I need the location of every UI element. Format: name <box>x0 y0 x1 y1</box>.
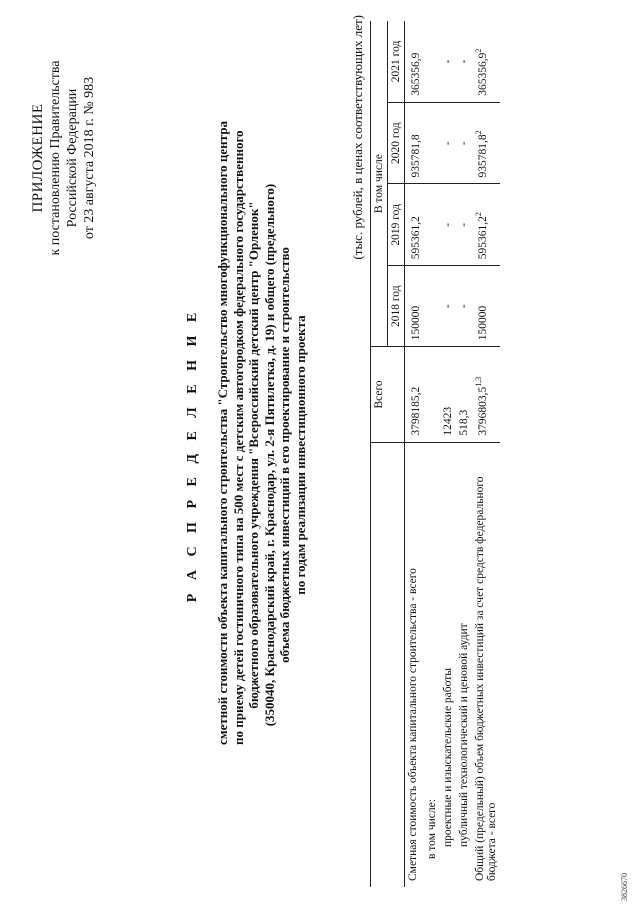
header-year: 2019 год <box>388 184 405 266</box>
row-year-value: - <box>440 102 456 184</box>
row-year-value <box>424 21 440 102</box>
row-year-value: - <box>456 184 472 266</box>
document-heading <box>185 121 308 745</box>
header-year: 2021 год <box>388 21 405 102</box>
header-name-cell <box>371 442 405 887</box>
row-year-value: 365356,9$^2$ <box>472 21 500 102</box>
row-year-value <box>424 184 440 266</box>
header-year: 2020 год <box>388 102 405 184</box>
row-year-value <box>424 266 440 347</box>
row-total <box>424 347 440 442</box>
row-name: Сметная стоимость объекта капитального строительства - всего <box>407 568 419 881</box>
row-year-value: 595361,2$^2$ <box>472 184 500 266</box>
appendix-line-3: от 23 августа 2018 г. № 983 <box>82 76 97 240</box>
row-year-value: 150000 <box>472 266 500 347</box>
header-total: Всего <box>371 347 405 442</box>
row-total: 3798185,2 <box>405 347 424 442</box>
table-row <box>405 21 424 887</box>
table-row <box>456 21 472 887</box>
row-year-value: - <box>440 266 456 347</box>
row-year-value: 150000 <box>405 266 424 347</box>
row-total: 518,3 <box>456 347 472 442</box>
row-year-value: 935781,8$^2$ <box>472 102 500 184</box>
document-code: 3826670 <box>620 873 629 901</box>
units-note: (тыс. рублей, в ценах соответствующих лет) <box>350 15 365 260</box>
table-row <box>440 21 456 887</box>
row-year-value: - <box>456 21 472 102</box>
appendix-block <box>30 23 98 293</box>
row-name: публичный технологический и ценовой аудит <box>457 623 470 847</box>
appendix-title: ПРИЛОЖЕНИЕ <box>30 103 46 213</box>
heading-line-3: бюджетного образовательного учреждения "Всероссийский детский центр "Орленок" <box>246 201 261 709</box>
row-name: проектные и изыскательские работы <box>441 668 454 847</box>
row-year-value: 595361,2 <box>405 184 424 266</box>
table-row <box>424 21 440 887</box>
row-total: 3796803,5$^{1,3}$ <box>472 347 500 442</box>
heading-title: Р А С П Р Е Д Е Л Е Н И Е <box>185 307 200 603</box>
row-year-value: - <box>456 102 472 184</box>
row-year-value: - <box>440 21 456 102</box>
heading-line-2: по приему детей гостиничного типа на 500 мест с детским автогородком федерального государственного <box>230 130 246 745</box>
heading-line-1: сметной стоимости объекта капитального строительства "Строительство многофункционального центра <box>215 121 230 745</box>
header-group: В том числе <box>371 21 388 347</box>
heading-line-6: по годам реализации инвестиционного проекта <box>292 315 308 595</box>
row-name: Общий (предельный) объем бюджетных инвестиций за счет средств федерального бюджета - всего <box>473 476 498 881</box>
heading-line-5: объема бюджетных инвестиций в его проектирование и строительство <box>277 247 292 663</box>
row-year-value <box>424 102 440 184</box>
row-name: в том числе: <box>425 799 438 859</box>
appendix-line-1: к постановлению Правительства <box>48 60 63 256</box>
row-total: 12423 <box>440 347 456 442</box>
table-row <box>472 21 500 887</box>
appendix-line-2: Российской Федерации <box>65 88 80 228</box>
budget-table <box>370 21 500 887</box>
row-year-value: 935781,8 <box>405 102 424 184</box>
header-year: 2018 год <box>388 266 405 347</box>
row-year-value: 365356,9 <box>405 21 424 102</box>
table-header-row <box>371 21 388 887</box>
heading-line-4: (350040, Краснодарский край, г. Краснодар, ул. 2-я Пятилетка, д. 19) и общего (предельного) <box>261 183 277 727</box>
row-year-value: - <box>456 266 472 347</box>
row-year-value: - <box>440 184 456 266</box>
